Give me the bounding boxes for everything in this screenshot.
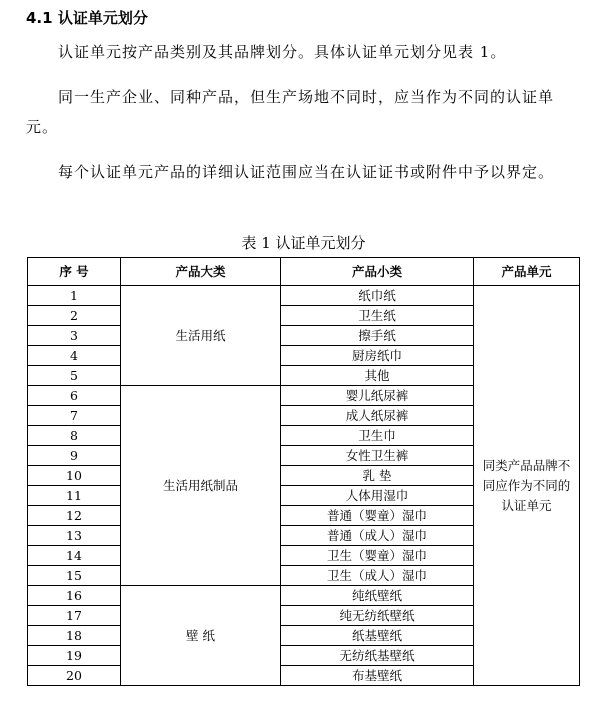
cell-number: 18 (28, 626, 121, 646)
cell-number: 19 (28, 646, 121, 666)
cell-subcategory: 布基壁纸 (281, 666, 474, 686)
header-subcategory: 产品小类 (281, 258, 474, 286)
cell-number: 16 (28, 586, 121, 606)
cell-subcategory: 擦手纸 (281, 326, 474, 346)
header-unit: 产品单元 (474, 258, 580, 286)
cell-subcategory: 乳 垫 (281, 466, 474, 486)
cell-subcategory: 普通（成人）湿巾 (281, 526, 474, 546)
section-number: 4.1 (26, 9, 53, 27)
table-body (28, 286, 580, 686)
cell-subcategory: 卫生（婴童）湿巾 (281, 546, 474, 566)
paragraph-1-text: 认证单元按产品类别及其品牌划分。具体认证单元划分见表 1。 (58, 43, 507, 61)
paragraph-2-text: 同一生产企业、同种产品，但生产场地不同时，应当作为不同的认证单元。 (26, 88, 555, 136)
header-number: 序 号 (28, 258, 121, 286)
header-category: 产品大类 (121, 258, 281, 286)
cell-number: 7 (28, 406, 121, 426)
cell-subcategory: 无纺纸基壁纸 (281, 646, 474, 666)
cell-subcategory: 人体用湿巾 (281, 486, 474, 506)
certification-unit-table (27, 257, 580, 686)
cell-subcategory: 其他 (281, 366, 474, 386)
cell-subcategory: 婴儿纸尿裤 (281, 386, 474, 406)
cell-number: 8 (28, 426, 121, 446)
cell-subcategory: 普通（婴童）湿巾 (281, 506, 474, 526)
paragraph-3 (26, 157, 582, 187)
cell-number: 4 (28, 346, 121, 366)
cell-number: 2 (28, 306, 121, 326)
paragraph-3-text: 每个认证单元产品的详细认证范围应当在认证证书或附件中予以界定。 (58, 163, 555, 181)
cell-number: 3 (28, 326, 121, 346)
section-title: 认证单元划分 (57, 9, 148, 27)
cell-subcategory: 成人纸尿裤 (281, 406, 474, 426)
cell-number: 1 (28, 286, 121, 306)
cell-number: 15 (28, 566, 121, 586)
cell-number: 5 (28, 366, 121, 386)
paragraph-2 (26, 82, 582, 142)
cell-subcategory: 卫生巾 (281, 426, 474, 446)
cell-subcategory: 卫生纸 (281, 306, 474, 326)
cell-category: 生活用纸 (121, 286, 281, 386)
cell-subcategory: 纸基壁纸 (281, 626, 474, 646)
cell-subcategory: 纯无纺纸壁纸 (281, 606, 474, 626)
table-row (28, 286, 580, 306)
cell-number: 17 (28, 606, 121, 626)
cell-category: 生活用纸制品 (121, 386, 281, 586)
cell-subcategory: 纸巾纸 (281, 286, 474, 306)
cell-subcategory: 卫生（成人）湿巾 (281, 566, 474, 586)
cell-unit-note: 同类产品品牌不同应作为不同的认证单元 (474, 286, 580, 686)
cell-subcategory: 女性卫生裤 (281, 446, 474, 466)
table-header-row (28, 258, 580, 286)
cell-number: 12 (28, 506, 121, 526)
table-caption: 表 1 认证单元划分 (241, 234, 366, 252)
cell-category: 壁 纸 (121, 586, 281, 686)
cell-number: 20 (28, 666, 121, 686)
cell-number: 6 (28, 386, 121, 406)
cell-number: 11 (28, 486, 121, 506)
cell-number: 9 (28, 446, 121, 466)
paragraph-1 (26, 37, 582, 67)
section-heading (26, 8, 148, 28)
cell-number: 13 (28, 526, 121, 546)
cell-subcategory: 厨房纸巾 (281, 346, 474, 366)
cell-number: 14 (28, 546, 121, 566)
cell-number: 10 (28, 466, 121, 486)
cell-subcategory: 纯纸壁纸 (281, 586, 474, 606)
